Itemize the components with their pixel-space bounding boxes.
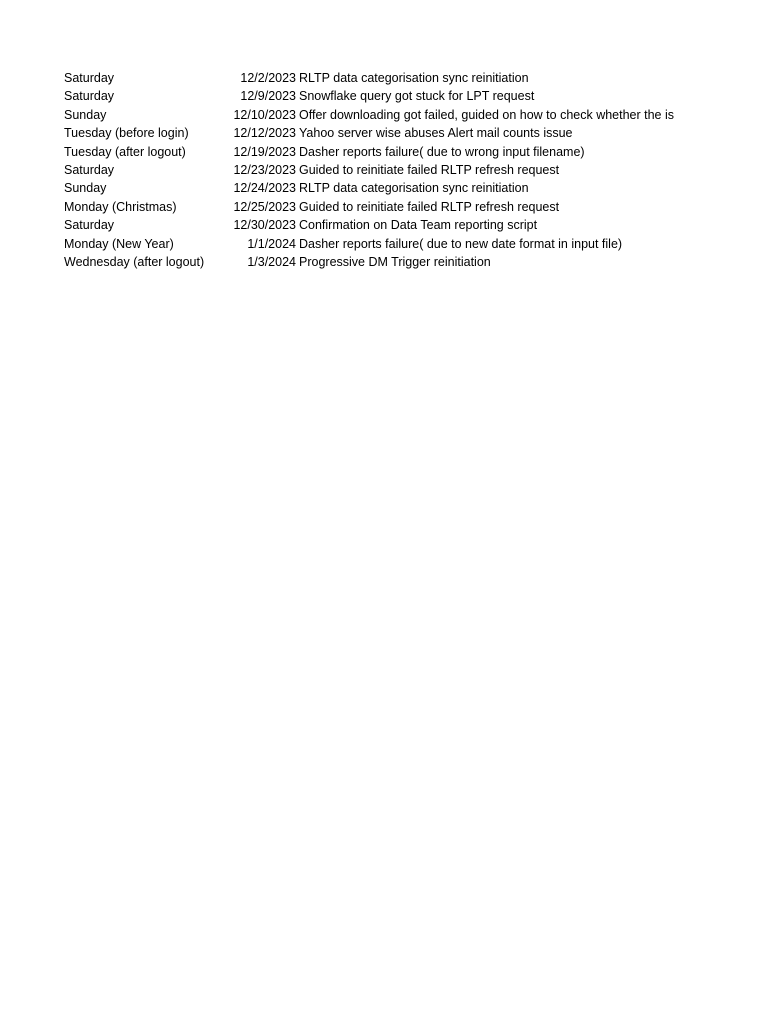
date-cell: 12/30/2023 xyxy=(233,218,296,233)
description-cell: RLTP data categorisation sync reinitiation xyxy=(299,181,529,196)
date-cell: 1/1/2024 xyxy=(247,236,296,251)
description-cell: Snowflake query got stuck for LPT request xyxy=(299,89,535,104)
description-cell: Yahoo server wise abuses Alert mail counts issue xyxy=(299,126,573,141)
day-cell: Tuesday (after logout) xyxy=(64,144,186,159)
date-cell: 12/9/2023 xyxy=(240,89,296,104)
table-row xyxy=(64,198,690,216)
date-cell: 12/12/2023 xyxy=(233,126,296,141)
table-row xyxy=(64,161,690,179)
day-cell: Sunday xyxy=(64,181,107,196)
date-cell: 12/10/2023 xyxy=(233,107,296,122)
description-cell: RLTP data categorisation sync reinitiation xyxy=(299,71,529,85)
date-cell: 12/2/2023 xyxy=(240,71,296,85)
day-cell: Monday (New Year) xyxy=(64,236,174,251)
day-cell: Tuesday (before login) xyxy=(64,126,189,141)
date-cell: 12/24/2023 xyxy=(233,181,296,196)
table-row xyxy=(64,143,690,161)
description-cell: Guided to reinitiate failed RLTP refresh request xyxy=(299,199,560,214)
table-row xyxy=(64,179,690,197)
description-cell: Confirmation on Data Team reporting script xyxy=(299,218,538,233)
day-cell: Saturday xyxy=(64,162,115,177)
table-row xyxy=(64,106,690,124)
table-row xyxy=(64,253,690,271)
table-row xyxy=(64,69,690,87)
day-cell: Saturday xyxy=(64,218,115,233)
day-cell: Monday (Christmas) xyxy=(64,199,177,214)
date-cell: 1/3/2024 xyxy=(247,254,296,269)
spreadsheet-table xyxy=(64,69,690,271)
date-cell: 12/25/2023 xyxy=(233,199,296,214)
description-cell: Offer downloading got failed, guided on how to check whether the is xyxy=(299,107,675,122)
description-cell: Dasher reports failure( due to new date format in input file) xyxy=(299,236,623,251)
table-row xyxy=(64,216,690,234)
date-cell: 12/23/2023 xyxy=(233,162,296,177)
day-cell: Saturday xyxy=(64,89,115,104)
day-cell: Wednesday (after logout) xyxy=(64,254,205,269)
description-cell: Progressive DM Trigger reinitiation xyxy=(299,254,491,269)
table-row xyxy=(64,235,690,253)
day-cell: Sunday xyxy=(64,107,107,122)
table-row xyxy=(64,87,690,105)
date-cell: 12/19/2023 xyxy=(233,144,296,159)
description-cell: Dasher reports failure( due to wrong input filename) xyxy=(299,144,585,159)
description-cell: Guided to reinitiate failed RLTP refresh request xyxy=(299,162,560,177)
day-cell: Saturday xyxy=(64,71,115,85)
table-row xyxy=(64,124,690,142)
